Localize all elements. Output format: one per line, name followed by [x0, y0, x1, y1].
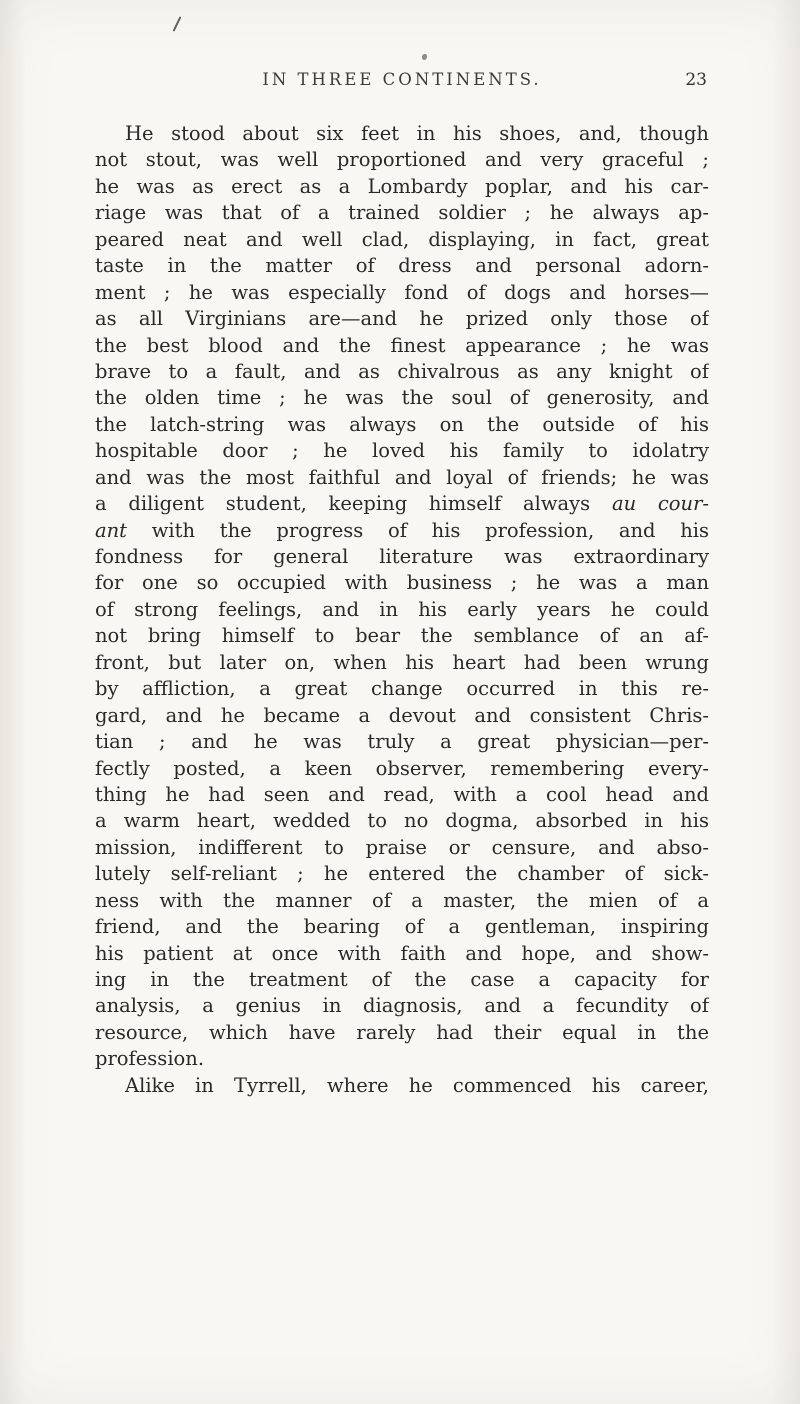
text-line: fectly posted, a keen observer, remembering every- — [95, 756, 709, 780]
text-line: ness with the manner of a master, the mien of a — [95, 888, 709, 912]
text-line: taste in the matter of dress and personal adorn- — [95, 254, 709, 278]
text-line: and was the most faithful and loyal of friends; he was — [95, 465, 709, 489]
text-line: tian ; and he was truly a great physician—per- — [95, 730, 709, 754]
text-line: hospitable door ; he loved his family to idolatry — [95, 439, 709, 463]
text-line: resource, which have rarely had their equal in the — [95, 1020, 709, 1044]
text-line: for one so occupied with business ; he was a man — [95, 571, 709, 595]
ink-stroke-artifact — [173, 16, 182, 31]
text-line: analysis, a genius in diagnosis, and a fecundity of — [95, 994, 709, 1018]
text-line: mission, indifferent to praise or censure, and abso- — [95, 835, 709, 859]
ink-speck-artifact — [422, 54, 427, 60]
running-title: IN THREE CONTINENTS. — [262, 70, 542, 89]
text-line: He stood about six feet in his shoes, and, though — [125, 122, 709, 145]
text-line: a diligent student, keeping himself always au cour- — [95, 492, 709, 516]
text-line: a warm heart, wedded to no dogma, absorbed in his — [95, 809, 709, 833]
text-line: fondness for general literature was extraordinary — [95, 545, 709, 568]
page-number: 23 — [685, 70, 707, 90]
text-line: ant with the progress of his profession, and his — [95, 518, 709, 542]
body-text — [95, 121, 709, 1099]
text-line: Alike in Tyrrell, where he commenced his career, — [125, 1073, 709, 1097]
text-line: peared neat and well clad, displaying, in fact, great — [95, 227, 709, 251]
text-line: thing he had seen and read, with a cool head and — [95, 782, 709, 806]
text-line: the latch-string was always on the outside of his — [95, 412, 709, 436]
text-line: gard, and he became a devout and consistent Chris- — [95, 703, 709, 727]
text-line: brave to a fault, and as chivalrous as any knight of — [95, 359, 709, 383]
text-line: as all Virginians are—and he prized only those of — [95, 307, 709, 331]
text-line: the olden time ; he was the soul of generosity, and — [95, 386, 709, 410]
text-line: by affliction, a great change occurred in this re- — [95, 677, 709, 701]
text-line: riage was that of a trained soldier ; he always ap- — [95, 201, 709, 225]
text-line: not stout, was well proportioned and very graceful ; — [95, 148, 709, 172]
text-line: he was as erect as a Lombardy poplar, and his car- — [95, 174, 709, 198]
text-line: his patient at once with faith and hope, and show- — [95, 941, 709, 965]
text-line: profession. — [95, 1047, 205, 1071]
text-line: lutely self-reliant ; he entered the chamber of sick- — [95, 862, 709, 886]
text-line: not bring himself to bear the semblance of an af- — [95, 624, 709, 648]
text-line: the best blood and the finest appearance ; he was — [95, 333, 709, 357]
page-header — [95, 70, 709, 94]
text-line: friend, and the bearing of a gentleman, inspiring — [95, 915, 709, 939]
text-line: ment ; he was especially fond of dogs and horses— — [95, 280, 709, 304]
text-line: of strong feelings, and in his early years he could — [95, 597, 709, 621]
text-line: ing in the treatment of the case a capacity for — [95, 968, 709, 991]
text-line: front, but later on, when his heart had been wrung — [95, 650, 709, 674]
